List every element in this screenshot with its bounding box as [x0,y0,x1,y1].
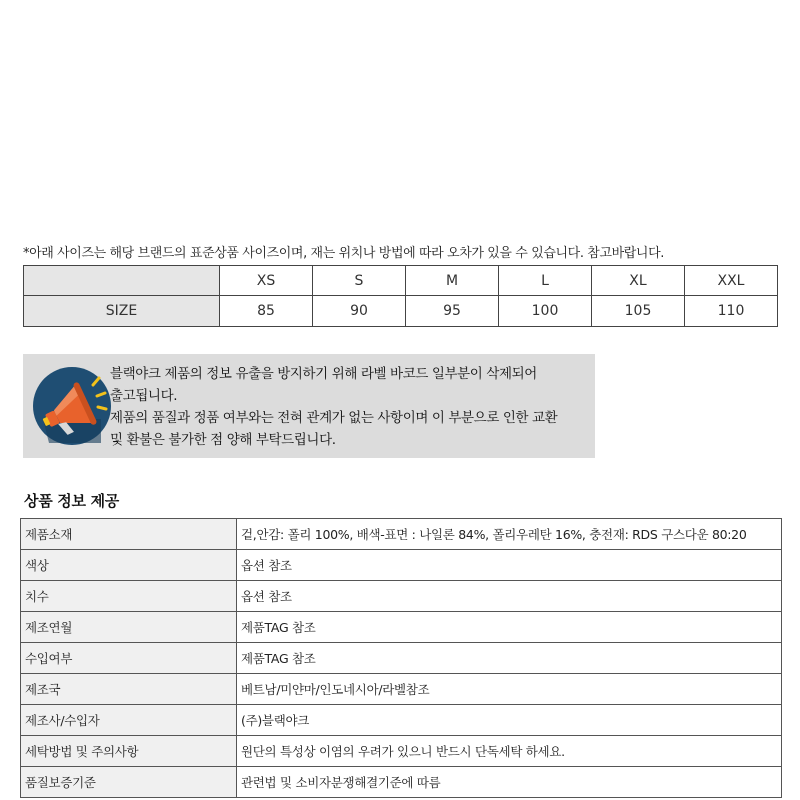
size-header-cell: M [406,266,499,296]
size-header-cell: XS [220,266,313,296]
megaphone-icon [31,365,113,447]
size-value-cell: 105 [592,296,685,327]
info-label: 제조사/수입자 [21,705,237,736]
size-row-label: SIZE [24,296,220,327]
barcode-notice-banner [23,354,595,458]
table-row [21,612,782,643]
info-value: 옵션 참조 [237,550,782,581]
info-value: (주)블랙야크 [237,705,782,736]
size-header-cell: XL [592,266,685,296]
table-row [21,674,782,705]
table-row [21,581,782,612]
info-label: 제조연월 [21,612,237,643]
size-header-row [24,266,778,296]
size-header-cell: S [313,266,406,296]
size-value-cell: 110 [685,296,778,327]
table-row [21,767,782,798]
banner-line: 제품의 품질과 정품 여부와는 전혀 관계가 없는 사항이며 이 부분으로 인한 교환 [110,410,558,426]
banner-line: 및 환불은 불가한 점 양해 부탁드립니다. [110,432,336,448]
info-label: 품질보증기준 [21,767,237,798]
info-value: 제품TAG 참조 [237,612,782,643]
size-value-cell: 85 [220,296,313,327]
info-label: 수입여부 [21,643,237,674]
info-label: 세탁방법 및 주의사항 [21,736,237,767]
banner-text [110,363,590,451]
size-header-cell: XXL [685,266,778,296]
info-value: 관련법 및 소비자분쟁해결기준에 따름 [237,767,782,798]
size-value-cell: 90 [313,296,406,327]
info-value: 원단의 특성상 이염의 우려가 있으니 반드시 단독세탁 하세요. [237,736,782,767]
size-notice: *아래 사이즈는 해당 브랜드의 표준상품 사이즈이며, 재는 위치나 방법에 따라 오차가 있을 수 있습니다. 참고바랍니다. [23,246,664,261]
table-row [21,705,782,736]
banner-line: 블랙야크 제품의 정보 유출을 방지하기 위해 라벨 바코드 일부분이 삭제되어 [110,366,537,382]
table-row [21,736,782,767]
size-value-cell: 95 [406,296,499,327]
info-value: 베트남/미얀마/인도네시아/라벨참조 [237,674,782,705]
info-label: 제조국 [21,674,237,705]
info-value: 옵션 참조 [237,581,782,612]
size-corner-cell [24,266,220,296]
size-table [23,265,778,327]
size-value-row [24,296,778,327]
product-info-title: 상품 정보 제공 [24,492,119,510]
info-value: 겉,안감: 폴리 100%, 배색-표면 : 나일론 84%, 폴리우레탄 16%, 충전재: RDS 구스다운 80:20 [237,519,782,550]
info-label: 색상 [21,550,237,581]
size-value-cell: 100 [499,296,592,327]
banner-line: 출고됩니다. [110,388,178,404]
size-header-cell: L [499,266,592,296]
table-row [21,519,782,550]
table-row [21,643,782,674]
info-value: 제품TAG 참조 [237,643,782,674]
info-label: 치수 [21,581,237,612]
info-label: 제품소재 [21,519,237,550]
table-row [21,550,782,581]
product-info-table [20,518,782,798]
